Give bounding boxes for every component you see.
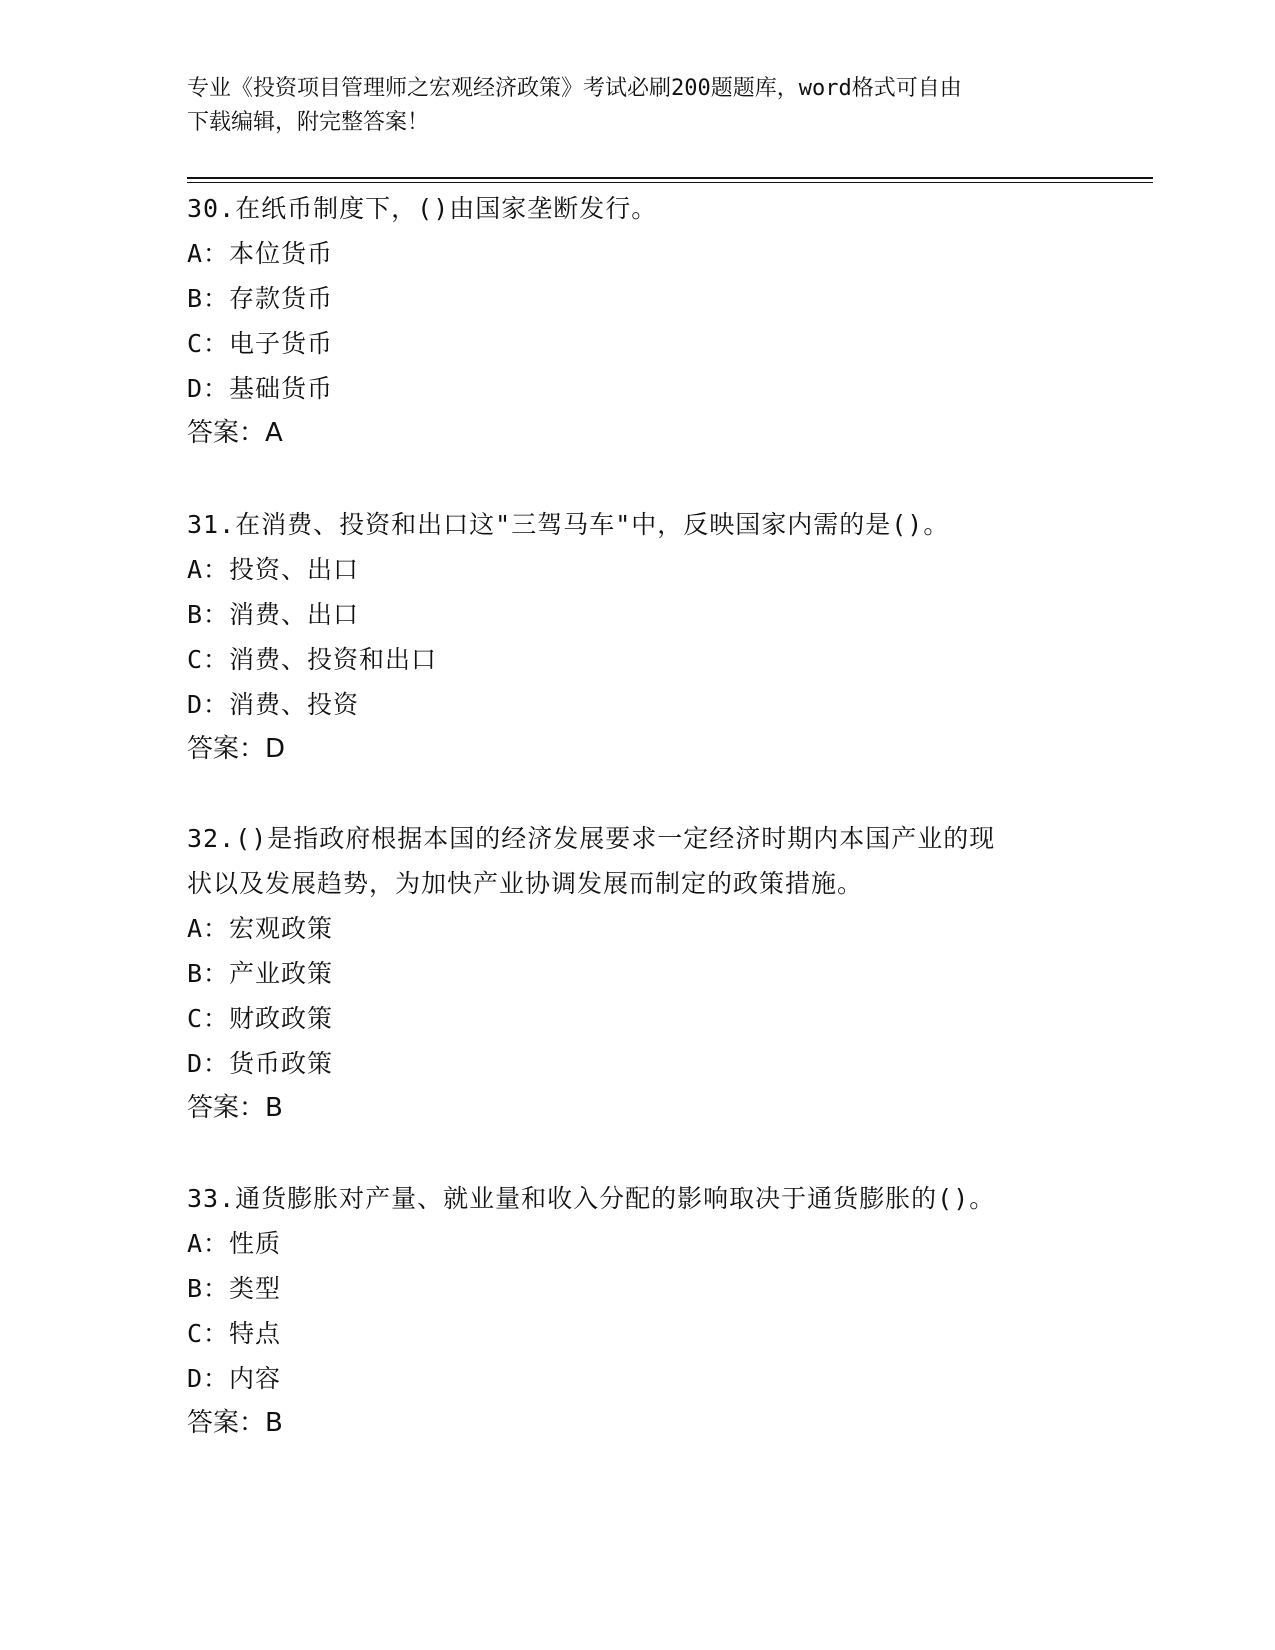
option-b: B：类型 (187, 1274, 282, 1303)
question-32 (187, 816, 1087, 1131)
option-d: D：货币政策 (187, 1049, 334, 1078)
answer-label: 答案：A (187, 418, 283, 448)
option-b: B：消费、出口 (187, 600, 360, 629)
option-a: A：投资、出口 (187, 555, 360, 584)
option-c: C：消费、投资和出口 (187, 645, 438, 674)
header-line-2: 下载编辑，附完整答案！ (187, 110, 430, 135)
option-d: D：内容 (187, 1364, 282, 1393)
question-stem: 33.通货膨胀对产量、就业量和收入分配的影响取决于通货膨胀的()。 (187, 1184, 996, 1213)
header-line-1: 专业《投资项目管理师之宏观经济政策》考试必刷200题题库，word格式可自由 (187, 76, 962, 101)
option-c: C：财政政策 (187, 1004, 334, 1033)
option-d: D：消费、投资 (187, 690, 360, 719)
option-b: B：产业政策 (187, 959, 334, 988)
question-30 (187, 186, 1087, 456)
answer-label: 答案：D (187, 734, 286, 764)
option-b: B：存款货币 (187, 284, 334, 313)
option-a: A：本位货币 (187, 239, 334, 268)
option-a: A：性质 (187, 1229, 282, 1258)
option-c: C：特点 (187, 1319, 282, 1348)
question-33 (187, 1176, 1087, 1446)
question-stem-line-2: 状以及发展趋势，为加快产业协调发展而制定的政策措施。 (187, 869, 864, 898)
answer-label: 答案：B (187, 1408, 283, 1438)
option-d: D：基础货币 (187, 374, 334, 403)
question-31 (187, 502, 1087, 772)
header-divider-thin (187, 182, 1153, 183)
option-a: A：宏观政策 (187, 914, 334, 943)
header-divider-thick (187, 177, 1153, 179)
question-stem: 30.在纸币制度下，()由国家垄断发行。 (187, 194, 658, 223)
answer-label: 答案：B (187, 1093, 283, 1123)
question-stem: 31.在消费、投资和出口这"三驾马车"中，反映国家内需的是()。 (187, 510, 950, 539)
option-c: C：电子货币 (187, 329, 334, 358)
document-header (187, 72, 1087, 140)
question-stem-line-1: 32.()是指政府根据本国的经济发展要求一定经济时期内本国产业的现 (187, 824, 996, 853)
